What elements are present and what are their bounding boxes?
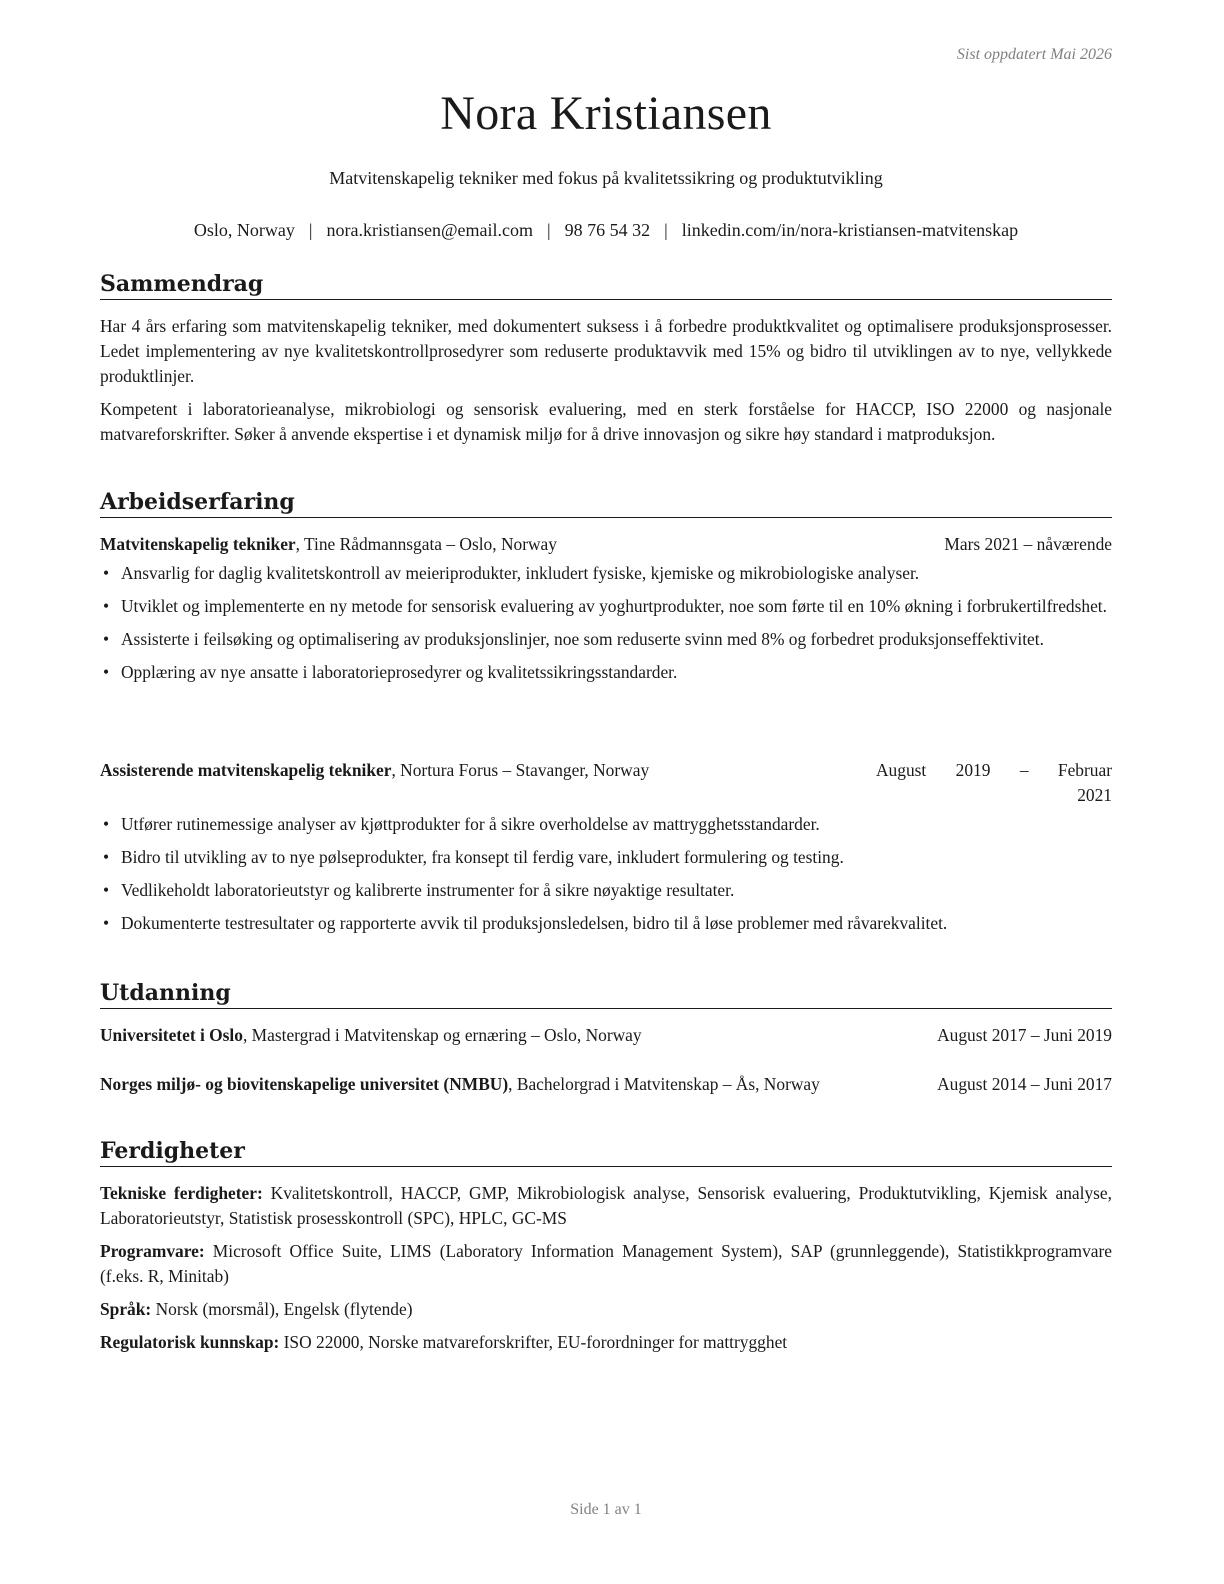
job-dates-line: August 2019 – Februar <box>876 760 1112 780</box>
contact-line <box>90 220 1122 241</box>
job-employer: , Nortura Forus – Stavanger, Norway <box>391 760 650 780</box>
skill-label: Språk: <box>100 1299 152 1319</box>
summary-section <box>100 314 1112 455</box>
job-dates: Mars 2021 – nåværende <box>944 534 1112 554</box>
job-role: Matvitenskapelig tekniker <box>100 534 296 554</box>
skill-label: Regulatorisk kunnskap: <box>100 1332 280 1352</box>
job-header <box>100 532 1112 557</box>
skill-row <box>100 1297 1112 1322</box>
section-title-summary: Sammendrag <box>100 270 1112 300</box>
section-title-skills: Ferdigheter <box>100 1137 1112 1167</box>
job-bullet: • Utviklet og implementerte en ny metode for sensorisk evaluering av yoghurtprodukter, noe som førte til en 10% økning i forbrukertilfredshet. <box>100 594 1112 619</box>
job-bullets <box>100 812 1112 936</box>
job-entry <box>100 532 1112 693</box>
education-dates: August 2017 – Juni 2019 <box>937 1025 1112 1045</box>
skill-row <box>100 1181 1112 1231</box>
skill-row <box>100 1330 1112 1355</box>
job-bullet: • Dokumenterte testresultater og rapporterte avvik til produksjonsledelsen, bidro til å løse problemer med råvarekvalitet. <box>100 911 1112 936</box>
education-school: Norges miljø- og biovitenskapelige universitet (NMBU) <box>100 1074 509 1094</box>
skill-value: Norsk (morsmål), Engelsk (flytende) <box>151 1299 413 1319</box>
skill-label: Programvare: <box>100 1241 205 1261</box>
section-title-education: Utdanning <box>100 979 1112 1009</box>
skill-value: Kvalitetskontroll, HACCP, GMP, Mikrobiologisk analyse, Sensorisk evaluering, Produktutvikling, Kjemisk analyse, Laboratorieutstyr, Statistisk prosesskontroll (SPC), HPLC, GC-MS <box>100 1183 1113 1228</box>
tagline: Matvitenskapelig tekniker med fokus på kvalitetssikring og produktutvikling <box>329 168 883 188</box>
skill-row <box>100 1239 1112 1289</box>
education-entry <box>100 1023 1112 1048</box>
education-degree: , Mastergrad i Matvitenskap og ernæring – Oslo, Norway <box>242 1025 642 1045</box>
contact-linkedin[interactable]: linkedin.com/in/nora-kristiansen-matvitenskap <box>681 220 1019 240</box>
resume-page <box>100 0 1112 1584</box>
contact-separator: | <box>547 220 551 240</box>
education-header <box>100 1023 1112 1048</box>
job-dates-line: 2021 <box>1077 785 1112 805</box>
job-bullet: • Bidro til utvikling av to nye pølseprodukter, fra konsept til ferdig vare, inkludert formulering og testing. <box>100 845 1112 870</box>
job-header <box>100 758 1112 808</box>
job-entry <box>100 758 1112 944</box>
job-bullets <box>100 561 1112 685</box>
summary-paragraph: Kompetent i laboratorieanalyse, mikrobiologi og sensorisk evaluering, med en sterk forståelse for HACCP, ISO 22000 og nasjonale matvareforskrifter. Søker å anvende ekspertise i et dynamisk miljø for å drive innovasjon og sikre høy standard i matproduksjon. <box>100 399 1112 444</box>
contact-email[interactable]: nora.kristiansen@email.com <box>326 220 533 240</box>
contact-phone: 98 76 54 32 <box>564 220 651 240</box>
summary-paragraph: Har 4 års erfaring som matvitenskapelig tekniker, med dokumentert suksess i å forbedre produktkvalitet og optimalisere produksjonsprosesser. Ledet implementering av nye kvalitetskontrollprosedyrer som reduserte produktavvik med 15% og bidro til utviklingen av to nye, vellykkede produktlinjer. <box>100 316 1112 386</box>
job-bullet: • Utfører rutinemessige analyser av kjøttprodukter for å sikre overholdelse av mattrygghetsstandarder. <box>100 812 1112 837</box>
page-number: Side 1 av 1 <box>570 1501 642 1518</box>
section-title-experience: Arbeidserfaring <box>100 488 1112 518</box>
job-bullet: • Ansvarlig for daglig kvalitetskontroll av meieriprodukter, inkludert fysiske, kjemiske og mikrobiologiske analyser. <box>100 561 1112 586</box>
job-bullet: • Vedlikeholdt laboratorieutstyr og kalibrerte instrumenter for å sikre nøyaktige resultater. <box>100 878 1112 903</box>
last-updated: Sist oppdatert Mai 2026 <box>956 46 1112 63</box>
education-degree: , Bachelorgrad i Matvitenskap – Ås, Norway <box>508 1074 820 1094</box>
education-header <box>100 1072 1112 1097</box>
job-dates <box>876 758 1112 808</box>
contact-separator: | <box>308 220 313 240</box>
job-employer: , Tine Rådmannsgata – Oslo, Norway <box>295 534 557 554</box>
education-entry <box>100 1072 1112 1097</box>
candidate-name: Nora Kristiansen <box>440 87 772 140</box>
education-school: Universitetet i Oslo <box>100 1025 243 1045</box>
job-role: Assisterende matvitenskapelig tekniker <box>100 760 392 780</box>
skill-label: Tekniske ferdigheter: <box>100 1183 263 1203</box>
job-bullet: • Opplæring av nye ansatte i laboratorieprosedyrer og kvalitetssikringsstandarder. <box>100 660 1112 685</box>
skill-value: Microsoft Office Suite, LIMS (Laboratory Information Management System), SAP (grunnleggende), Statistikkprogramvare (f.eks. R, Minitab) <box>100 1241 1112 1286</box>
contact-separator: | <box>664 220 668 240</box>
skills-section <box>100 1181 1112 1363</box>
contact-location: Oslo, Norway <box>193 220 295 240</box>
education-dates: August 2014 – Juni 2017 <box>937 1074 1112 1094</box>
skill-value: ISO 22000, Norske matvareforskrifter, EU-forordninger for mattrygghet <box>279 1332 788 1352</box>
job-bullet: • Assisterte i feilsøking og optimalisering av produksjonslinjer, noe som reduserte svinn med 8% og forbedret produksjonseffektivitet. <box>100 627 1112 652</box>
